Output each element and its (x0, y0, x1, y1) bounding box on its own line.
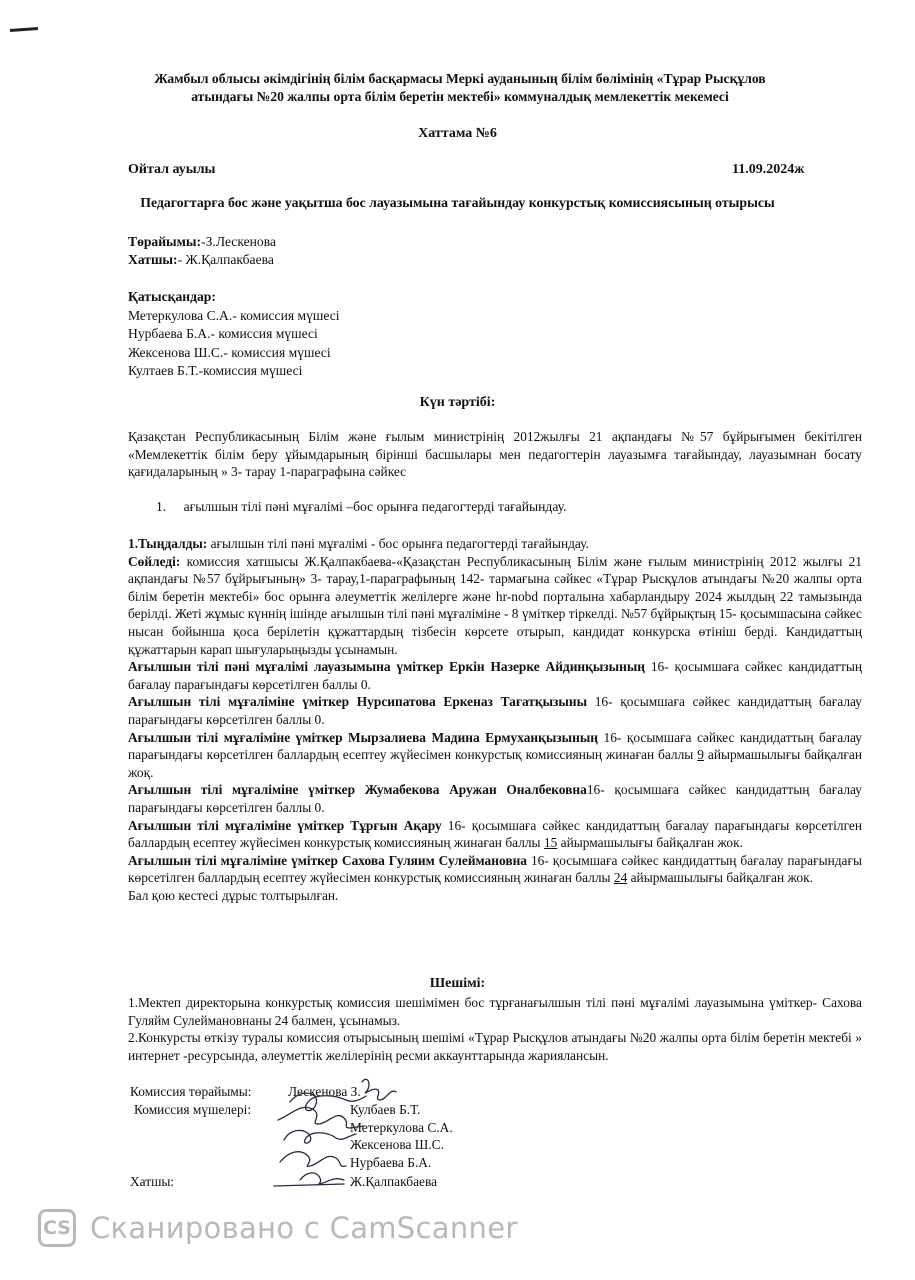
listened-text: ағылшын тілі пәні мұғалімі - бос орынға педагогтерді тағайындау. (207, 536, 589, 551)
secretary-sign-name: Ж.Қалпакбаева (350, 1174, 438, 1189)
org-header-line1: Жамбыл облысы әкімдігінің білім басқармасы Меркі ауданының білім бөлімінің «Тұрар Рысқұлов (154, 71, 766, 86)
scan-mark (10, 27, 38, 32)
camscanner-text: Сканировано с CamScanner (90, 1211, 518, 1245)
secretary-line (128, 251, 274, 269)
chair-name: -З.Лескенова (201, 234, 276, 249)
candidate-name: Ағылшын тілі пәні мұғалімі лауазымына үміткер Еркін Назерке Айдинқызының (128, 659, 646, 675)
listened-label: 1.Тыңдалды: (128, 536, 208, 551)
camscanner-watermark (38, 1206, 518, 1250)
handwritten-signatures (270, 1074, 440, 1194)
candidate-text: 16- қосымшаға сәйкес кандидаттың бағалау парағындағы көрсетілген баллардың есептеу жүйесімен конкурстық комиссияның жинаған баллы (128, 817, 862, 851)
candidate-text: 16- қосымшаға сәйкес кандидаттың бағалау парағындағы көрсетілген баллардың есептеу жүйесімен конкурстық комиссияның жинаған баллы (128, 852, 862, 886)
candidate-paragraph (128, 852, 862, 887)
decision-item-1: 1.Мектеп директорына конкурстық комиссия шешімімен бос тұрғанағылшын тілі пәні мұғалімі лауазымына үміткер- Сахова Гуляйм Сулеймановнаны 24 балмен, ұсынамыз. (128, 995, 862, 1028)
participant-item: Жексенова Ш.С.- комиссия мүшесі (128, 344, 331, 360)
spoke-text: комиссия хатшысы Ж.Қалпакбаева-«Қазақстан Республикасының Білім және ғылым министрінің 2012 жылғы 21 ақпандағы №57 бұйрығының» 3- тарау,1-параграфының 142- тармағына сәйкес «Тұрар Рысқұлов атындағы №20 жалпы орта білім беретін мектебі» бос орынға әлеуметтік желілерге және hr-nobd порталына хабарландыру 2024 жылдың 22 тамызында берілді. Жеті жұмыс күннің ішінде ағылшын тілі пәні мұғаліміне - 8 үміткер тіркелді. №57 бұйрықтың 15- қосымшасына сәйкес нысан бойынша қоса берілетін құжаттардың тізбесін көрсете отырып, кандидат конкурска өтініш берді. Кандидаттың құжаттарын карап шығуларыңызды ұсынамын. (128, 553, 862, 657)
participants (128, 288, 340, 381)
candidate-name: Ағылшын тілі мұғаліміне үміткер Жумабекова Аружан Оналбековна (128, 782, 587, 798)
candidate-text: 16- қосымшаға сәйкес кандидаттың бағалау парағындағы көрсетілген баллы 0. (128, 659, 862, 692)
agenda-item (156, 499, 567, 515)
candidate-name: Ағылшын тілі мұғаліміне үміткер Сахова Гуляим Сулеймановна (128, 852, 527, 868)
agenda-item-number: 1. (156, 499, 167, 514)
place: Ойтал ауылы (128, 162, 216, 177)
decision-title: Шешімі: (429, 976, 486, 991)
secretary-sign-label: Хатшы: (130, 1174, 175, 1189)
participant-item: Култаев Б.Т.-комиссия мүшесі (128, 363, 303, 378)
org-header-line2: атындағы №20 жалпы орта білім беретін мектебі» коммуналдық мемлекеттік мекемесі (191, 89, 729, 104)
participants-label: Қатысқандар: (128, 289, 216, 304)
candidate-paragraph (128, 781, 862, 816)
candidate-name: Ағылшын тілі мұғаліміне үміткер Нурсипатова Еркеназ Тағатқызыны (128, 694, 588, 710)
member-sign-name: Метеркулова С.А. (350, 1119, 453, 1135)
candidate-paragraph (128, 693, 862, 728)
participant-item: Нурбаева Б.А.- комиссия мүшесі (128, 326, 318, 341)
agenda-intro: Қазақстан Республикасының Білім және ғылым министрінің 2012жылғы 21 ақпандағы №57 бұйрығымен бекітілген «Мемлекеттік білім беру ұйымдарының бірінші басшылары мен педагогтерін лауазымға тағайындау, лауазымнан босату қағидаларының » 3- тарау 1-параграфына сәйкес (128, 429, 862, 480)
member-sign-name: Нурбаева Б.А. (350, 1154, 432, 1170)
members-sign-label: Комиссия мүшелері: (134, 1102, 252, 1117)
candidate-name: Ағылшын тілі мұғаліміне үміткер Мырзалиева Мадина Ермуханқызының (128, 729, 599, 745)
spoke-label: Сөйледі: (128, 553, 181, 569)
chair-line (128, 233, 276, 251)
agenda-title: Күн тәртібі: (419, 395, 496, 410)
candidate-paragraph (128, 817, 862, 852)
score-table-note: Бал қою кестесі дұрыс толтырылған. (128, 887, 339, 903)
agenda-item-text: ағылшын тілі пәні мұғалімі –бос орынға педагогтерді тағайындау. (183, 499, 567, 514)
spoke-paragraph (128, 553, 862, 659)
secretary-name: - Ж.Қалпакбаева (177, 252, 274, 267)
candidate-score: 24 (613, 870, 628, 886)
candidate-score: 9 (697, 747, 704, 763)
listened-paragraph (128, 535, 862, 553)
chair-sign-name: Лескенова З. (288, 1084, 361, 1099)
minutes-body (128, 535, 862, 904)
candidate-text: 16- қосымшаға сәйкес кандидаттың бағалау парағындағы көрсетілген баллардың есептеу жүйесімен конкурстық комиссияның жинаған баллы (128, 729, 862, 763)
candidate-text: 16- қосымшаға сәйкес кандидаттың бағалау парағындағы көрсетілген баллы 0. (128, 782, 862, 815)
protocol-title: Хаттама №6 (418, 126, 497, 141)
date: 11.09.2024ж (732, 162, 805, 177)
candidate-paragraph (128, 658, 862, 693)
chair-label: Төрайымы: (128, 234, 202, 249)
secretary-label: Хатшы: (128, 252, 178, 267)
camscanner-logo-icon: CS (38, 1209, 76, 1247)
member-sign-name: Жексенова Ш.С. (350, 1137, 444, 1153)
org-header (60, 70, 860, 106)
meeting-title: Педагогтарға бос және уақытша бос лауазымына тағайындау конкурстық комиссиясының отырысы (140, 195, 775, 210)
candidate-paragraph (128, 729, 862, 782)
participant-item: Метеркулова С.А.- комиссия мүшесі (128, 307, 340, 323)
chair-sign-label: Комиссия төрайымы: (130, 1084, 252, 1099)
candidate-text-rest: айырмашылығы байқалған жок. (627, 870, 813, 886)
member-sign-name: Кулбаев Б.Т. (350, 1102, 421, 1117)
candidate-text-rest: айырмашылығы байқалған жок. (557, 835, 743, 851)
candidate-text: 16- қосымшаға сәйкес кандидаттың бағалау парағындағы көрсетілген баллы 0. (128, 694, 862, 727)
candidate-text-rest: айырмашылығы байқалған жоқ. (128, 747, 862, 780)
candidate-name: Ағылшын тілі мұғаліміне үміткер Тұрғын Ақару (128, 817, 442, 833)
candidate-score: 15 (543, 835, 558, 851)
signature-drawing (270, 1074, 440, 1194)
decision-item-2: 2.Конкурсты өткізу туралы комиссия отырысының шешімі «Тұрар Рысқұлов атындағы №20 жалпы орта білім беретін мектебі » интернет -ресурсында, әлеуметтік желілерінің ресми аккаунттарында жариялансын. (128, 1030, 862, 1063)
decision-body (128, 994, 862, 1064)
